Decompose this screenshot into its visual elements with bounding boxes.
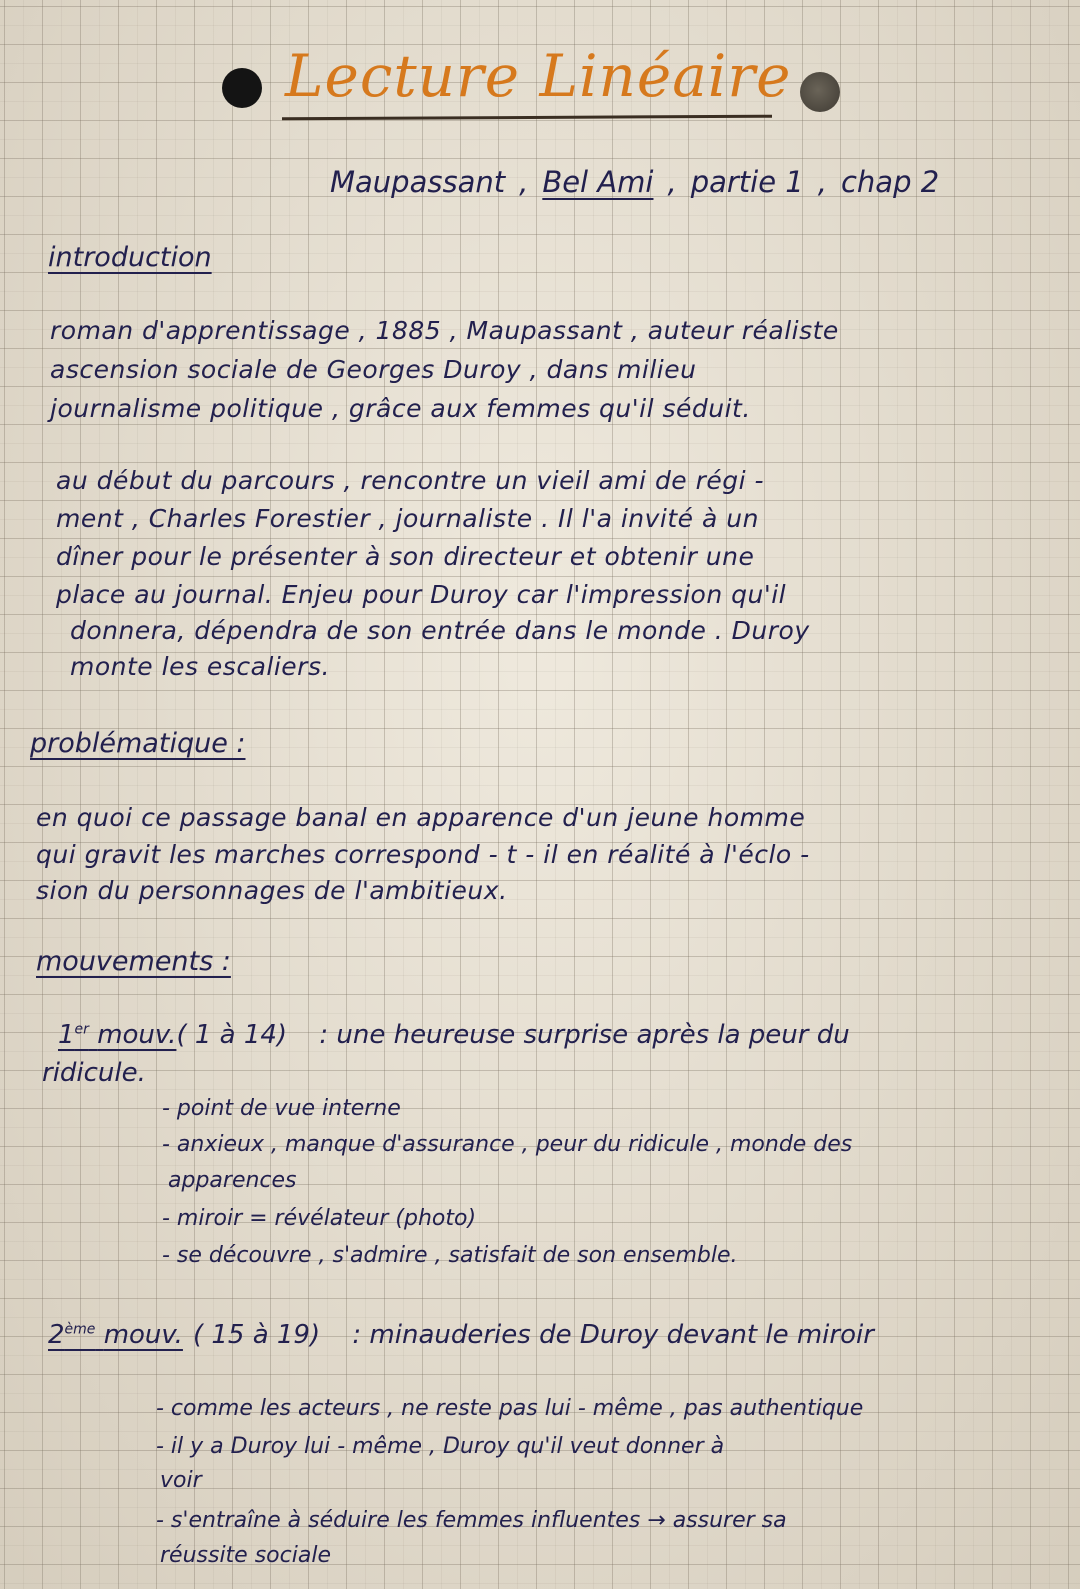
subtitle-author: Maupassant [330,165,506,199]
problematique-heading: problématique : [30,728,246,759]
title-underline [282,115,772,121]
binder-hole-left [222,68,262,108]
problematique-line-3: sion du personnages de l'ambitieux. [36,876,508,905]
mouvement-2-bullet-2-cont: voir [160,1468,202,1493]
intro-p2-line-5: donnera, dépendra de son entrée dans le monde . Duroy [70,616,810,645]
binder-hole-right [800,72,840,112]
intro-p1-line-2: ascension sociale de Georges Duroy , dans milieu [50,355,697,384]
mouvement-1-bullet-4: - se découvre , s'admire , satisfait de son ensemble. [162,1243,738,1268]
intro-p2-line-1: au début du parcours , rencontre un vieil ami de régi - [56,466,765,495]
mouvement-1-description: : une heureuse surprise après la peur du [319,1020,850,1050]
mouvement-2-heading [48,1320,874,1350]
mouvement-1-range: ( 1 à 14) [176,1020,288,1050]
page-title: Lecture Linéaire [285,42,792,110]
intro-p1-line-1: roman d'apprentissage , 1885 , Maupassant , auteur réaliste [50,316,839,345]
intro-p2-line-6: monte les escaliers. [70,652,330,681]
mouvement-1-bullet-2-cont: apparences [168,1168,297,1193]
mouvement-1-description-cont: ridicule. [42,1058,146,1088]
mouvement-2-bullet-2: - il y a Duroy lui - même , Duroy qu'il veut donner à [156,1434,725,1459]
mouvement-2-bullet-3-cont: réussite sociale [160,1543,331,1568]
intro-p2-line-4: place au journal. Enjeu pour Duroy car l'impression qu'il [56,580,787,609]
mouvements-heading: mouvements : [36,946,231,977]
mouvement-2-description: : minauderies de Duroy devant le miroir [352,1320,874,1350]
mouvement-1-label: 1er mouv. [58,1020,177,1050]
subtitle-chapter: chap 2 [840,165,940,199]
mouvement-2-bullet-3: - s'entraîne à séduire les femmes influentes → assurer sa [156,1508,787,1533]
mouvement-2-label: 2ème mouv. [48,1320,183,1350]
intro-p1-line-3: journalisme politique , grâce aux femmes qu'il séduit. [50,394,751,423]
intro-p2-line-3: dîner pour le présenter à son directeur et obtenir une [56,542,755,571]
subtitle-work: Bel Ami [542,165,654,199]
mouvement-1-bullet-2: - anxieux , manque d'assurance , peur du ridicule , monde des [162,1132,853,1157]
mouvement-1-bullet-3: - miroir = révélateur (photo) [162,1206,477,1231]
mouvement-2-bullet-1: - comme les acteurs , ne reste pas lui - même , pas authentique [156,1396,864,1421]
problematique-line-1: en quoi ce passage banal en apparence d'un jeune homme [36,803,806,832]
subtitle: Maupassant , Bel Ami , partie 1 , chap 2 [330,165,940,199]
problematique-line-2: qui gravit les marches correspond - t - il en réalité à l'éclo - [36,840,810,869]
intro-p2-line-2: ment , Charles Forestier , journaliste . Il l'a invité à un [56,504,759,533]
subtitle-part: partie 1 [690,165,804,199]
introduction-heading: introduction [48,242,212,273]
mouvement-2-range: ( 15 à 19) [192,1320,321,1350]
mouvement-1-heading [58,1020,850,1050]
mouvement-1-bullet-1: - point de vue interne [162,1096,401,1121]
